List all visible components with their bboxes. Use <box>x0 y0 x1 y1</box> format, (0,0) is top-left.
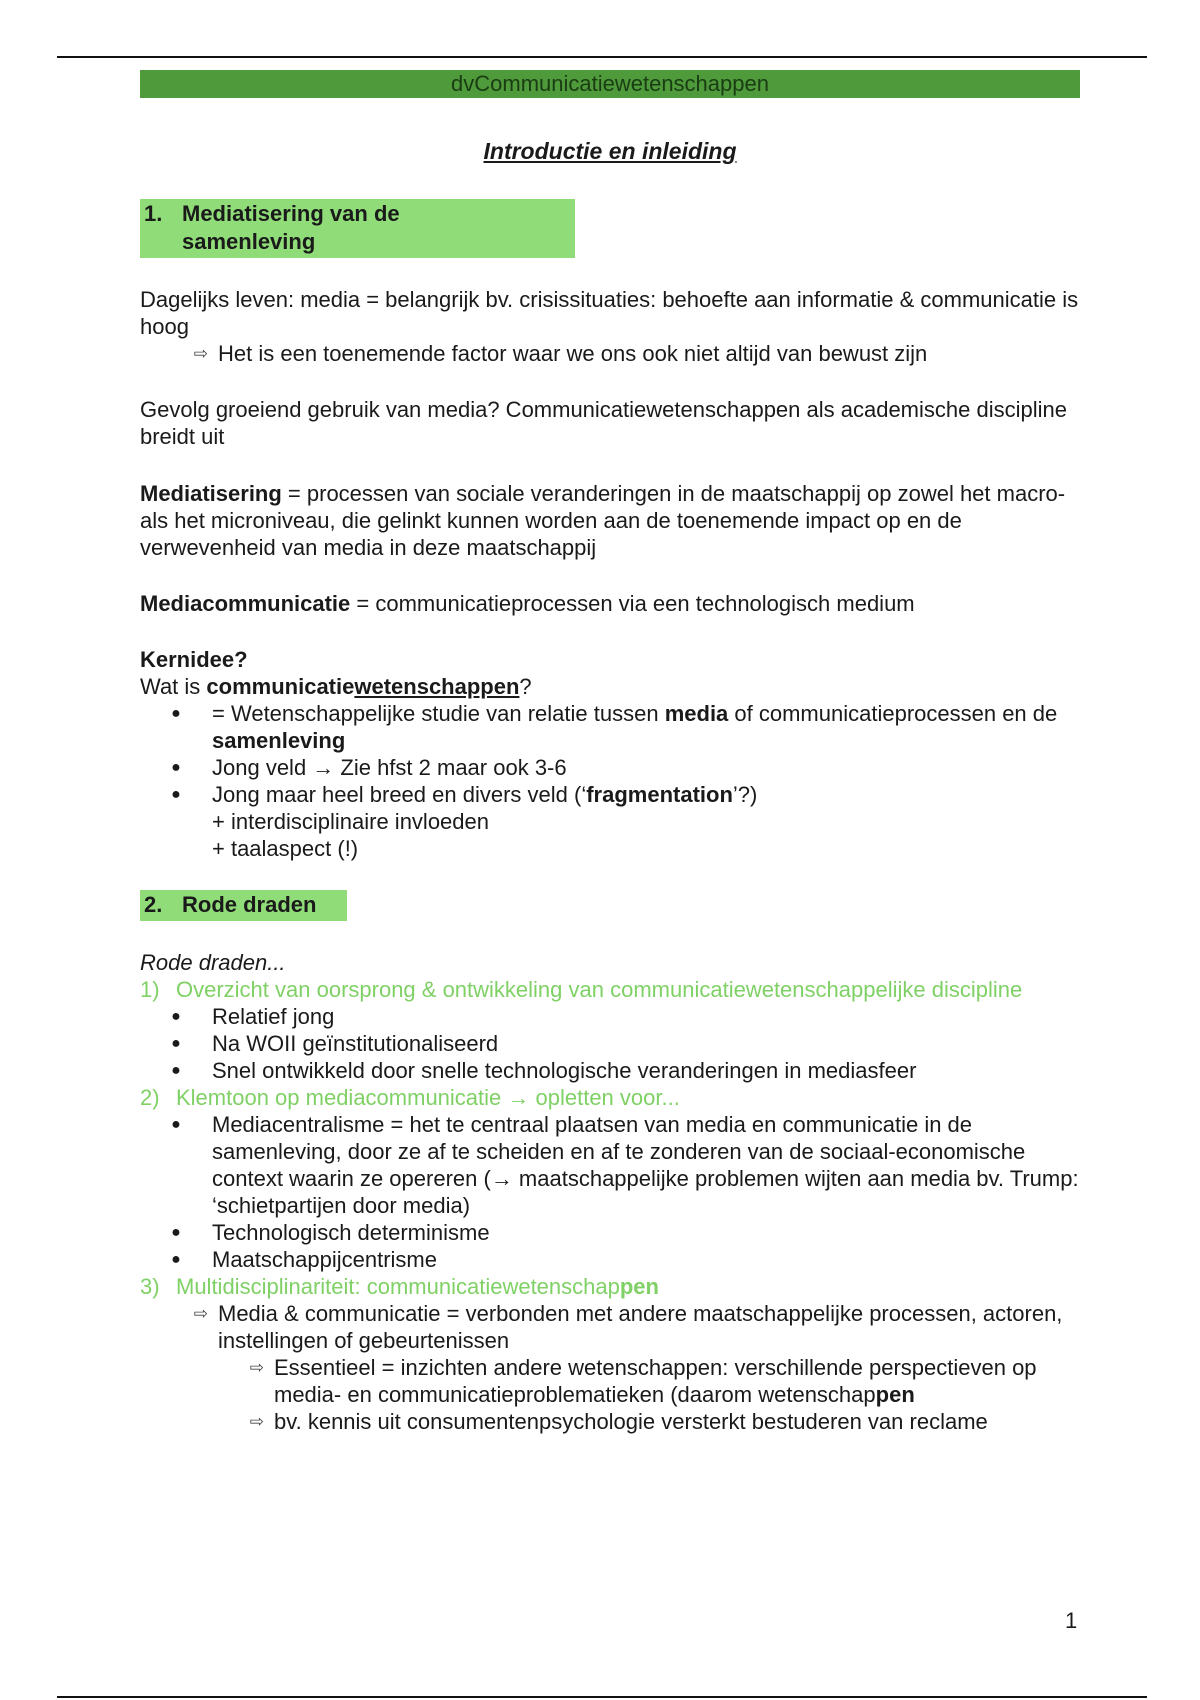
bullet-icon: ● <box>171 705 181 722</box>
item-text: ’?) <box>732 782 758 807</box>
item-number: 2) <box>140 1085 160 1110</box>
arrow-icon: ⇨ <box>249 1358 264 1377</box>
arrow-bold: pen <box>875 1382 915 1407</box>
numbered-item-3 <box>140 1273 1080 1300</box>
section-heading-2 <box>140 890 347 921</box>
item-bold: samenleving <box>212 728 346 753</box>
question-post: ? <box>519 674 532 699</box>
continuation-line: + interdisciplinaire invloeden <box>212 809 489 834</box>
item-text: Jong veld → Zie hfst 2 maar ook 3-6 <box>212 755 567 780</box>
bullet-icon: ● <box>171 1008 181 1025</box>
top-rule <box>57 56 1147 58</box>
question <box>140 673 1080 700</box>
item-text: of communicatieprocessen en de <box>728 701 1058 726</box>
list-item <box>140 1030 1080 1057</box>
numbered-item-1 <box>140 976 1080 1003</box>
list-item <box>140 1219 1080 1246</box>
list-item <box>140 1111 1080 1219</box>
paragraph: Gevolg groeiend gebruik van media? Communicatiewetenschappen als academische discipline breidt uit <box>140 397 1067 449</box>
section-title: Mediatisering van de samenleving <box>182 201 400 254</box>
item-bold: media <box>664 701 729 726</box>
item-number: 1) <box>140 977 160 1002</box>
item-text: Overzicht van oorsprong & ontwikkeling van communicatiewetenschappelijke discipline <box>176 977 1023 1002</box>
page-title: Introductie en inleiding <box>483 138 737 164</box>
arrow-text: bv. kennis uit consumentenpsychologie versterkt bestuderen van reclame <box>274 1409 988 1434</box>
bullet-list <box>140 1111 1080 1273</box>
section-heading-1 <box>140 199 575 258</box>
item-text: Relatief jong <box>212 1004 335 1029</box>
definition-text: = processen van sociale veranderingen in de maatschappij op zowel het macro- als het microniveau, die gelinkt kunnen worden aan de toenemende impact op en de verwevenheid van media in deze maatschappij <box>140 481 1066 560</box>
bullet-icon: ● <box>171 1062 181 1079</box>
item-text: Snel ontwikkeld door snelle technologische veranderingen in mediasfeer <box>212 1058 917 1083</box>
paragraph: Dagelijks leven: media = belangrijk bv. crisissituaties: behoefte aan informatie & communicatie is hoog <box>140 287 1079 339</box>
definition-mediacommunicatie <box>140 590 1080 617</box>
question-pre: Wat is <box>140 674 207 699</box>
arrow-subpoint <box>140 1354 1080 1408</box>
item-text: Maatschappijcentrisme <box>212 1247 437 1272</box>
bullet-icon: ● <box>171 1035 181 1052</box>
continuation-line: + taalaspect (!) <box>212 836 359 861</box>
arrow-text: Media & communicatie = verbonden met andere maatschappelijke processen, actoren, instellingen of gebeurtenissen <box>218 1301 1063 1353</box>
item-bold: fragmentation <box>586 782 733 807</box>
bullet-icon: ● <box>171 786 181 803</box>
arrow-point <box>140 340 1080 367</box>
section-title: Rode draden <box>182 892 317 917</box>
section-number: 1. <box>144 201 163 226</box>
page-number: 1 <box>1065 1608 1078 1633</box>
list-item <box>140 700 1080 754</box>
arrow-icon: ⇨ <box>193 344 208 363</box>
kernidee-text: Kernidee? <box>140 647 248 672</box>
item-text: Technologisch determinisme <box>212 1220 490 1245</box>
item-text: Na WOII geïnstitutionaliseerd <box>212 1031 499 1056</box>
bullet-icon: ● <box>171 759 181 776</box>
list-item <box>140 754 1080 781</box>
arrow-text: Het is een toenemende factor waar we ons ook niet altijd van bewust zijn <box>218 341 928 366</box>
item-number: 3) <box>140 1274 160 1299</box>
bullet-icon: ● <box>171 1251 181 1268</box>
bottom-rule <box>57 1696 1147 1698</box>
list-item <box>140 1003 1080 1030</box>
question-underlined: wetenschappen <box>354 674 520 699</box>
list-item <box>140 1246 1080 1273</box>
kernidee-label <box>140 646 1080 673</box>
bullet-icon: ● <box>171 1116 181 1133</box>
item-text: Jong maar heel breed en divers veld (‘ <box>212 782 587 807</box>
arrow-point <box>140 1300 1080 1354</box>
bullet-list <box>140 700 1080 808</box>
document-page <box>140 70 1080 1435</box>
list-item <box>140 1057 1080 1084</box>
arrow-subpoint <box>140 1408 1080 1435</box>
definition-mediatisering <box>140 480 1080 561</box>
term: Mediatisering <box>140 481 282 506</box>
arrow-icon: ⇨ <box>249 1412 264 1431</box>
course-header-bar <box>140 70 1080 98</box>
section-number: 2. <box>144 892 163 917</box>
list-item <box>140 781 1080 808</box>
term: Mediacommunicatie <box>140 591 351 616</box>
definition-text: = communicatieprocessen via een technologisch medium <box>350 591 915 616</box>
item-text: Mediacentralisme = het te centraal plaatsen van media en communicatie in de samenleving, door ze af te scheiden en af te zonderen van de sociaal-economische context waarin ze opereren (→ maatschappelijke problemen wijten aan media bv. Trump: ‘schietpartijen door media) <box>212 1112 1079 1218</box>
question-bold: communicatie <box>206 674 355 699</box>
course-title: dvCommunicatiewetenschappen <box>451 71 769 96</box>
numbered-item-2 <box>140 1084 1080 1111</box>
item-text: Klemtoon op mediacommunicatie → opletten voor... <box>176 1085 680 1110</box>
arrow-text: Essentieel = inzichten andere wetenschappen: verschillende perspectieven op media- en communicatieproblematieken (daarom wetenschap <box>274 1355 1037 1407</box>
item-text: Multidisciplinariteit: communicatiewetenschap <box>176 1274 620 1299</box>
arrow-icon: ⇨ <box>193 1304 208 1323</box>
intro-text: Rode draden... <box>140 950 286 975</box>
item-bold: pen <box>619 1274 659 1299</box>
bullet-icon: ● <box>171 1224 181 1241</box>
bullet-list <box>140 1003 1080 1084</box>
intro <box>140 949 1080 976</box>
item-text: = Wetenschappelijke studie van relatie tussen <box>212 701 665 726</box>
